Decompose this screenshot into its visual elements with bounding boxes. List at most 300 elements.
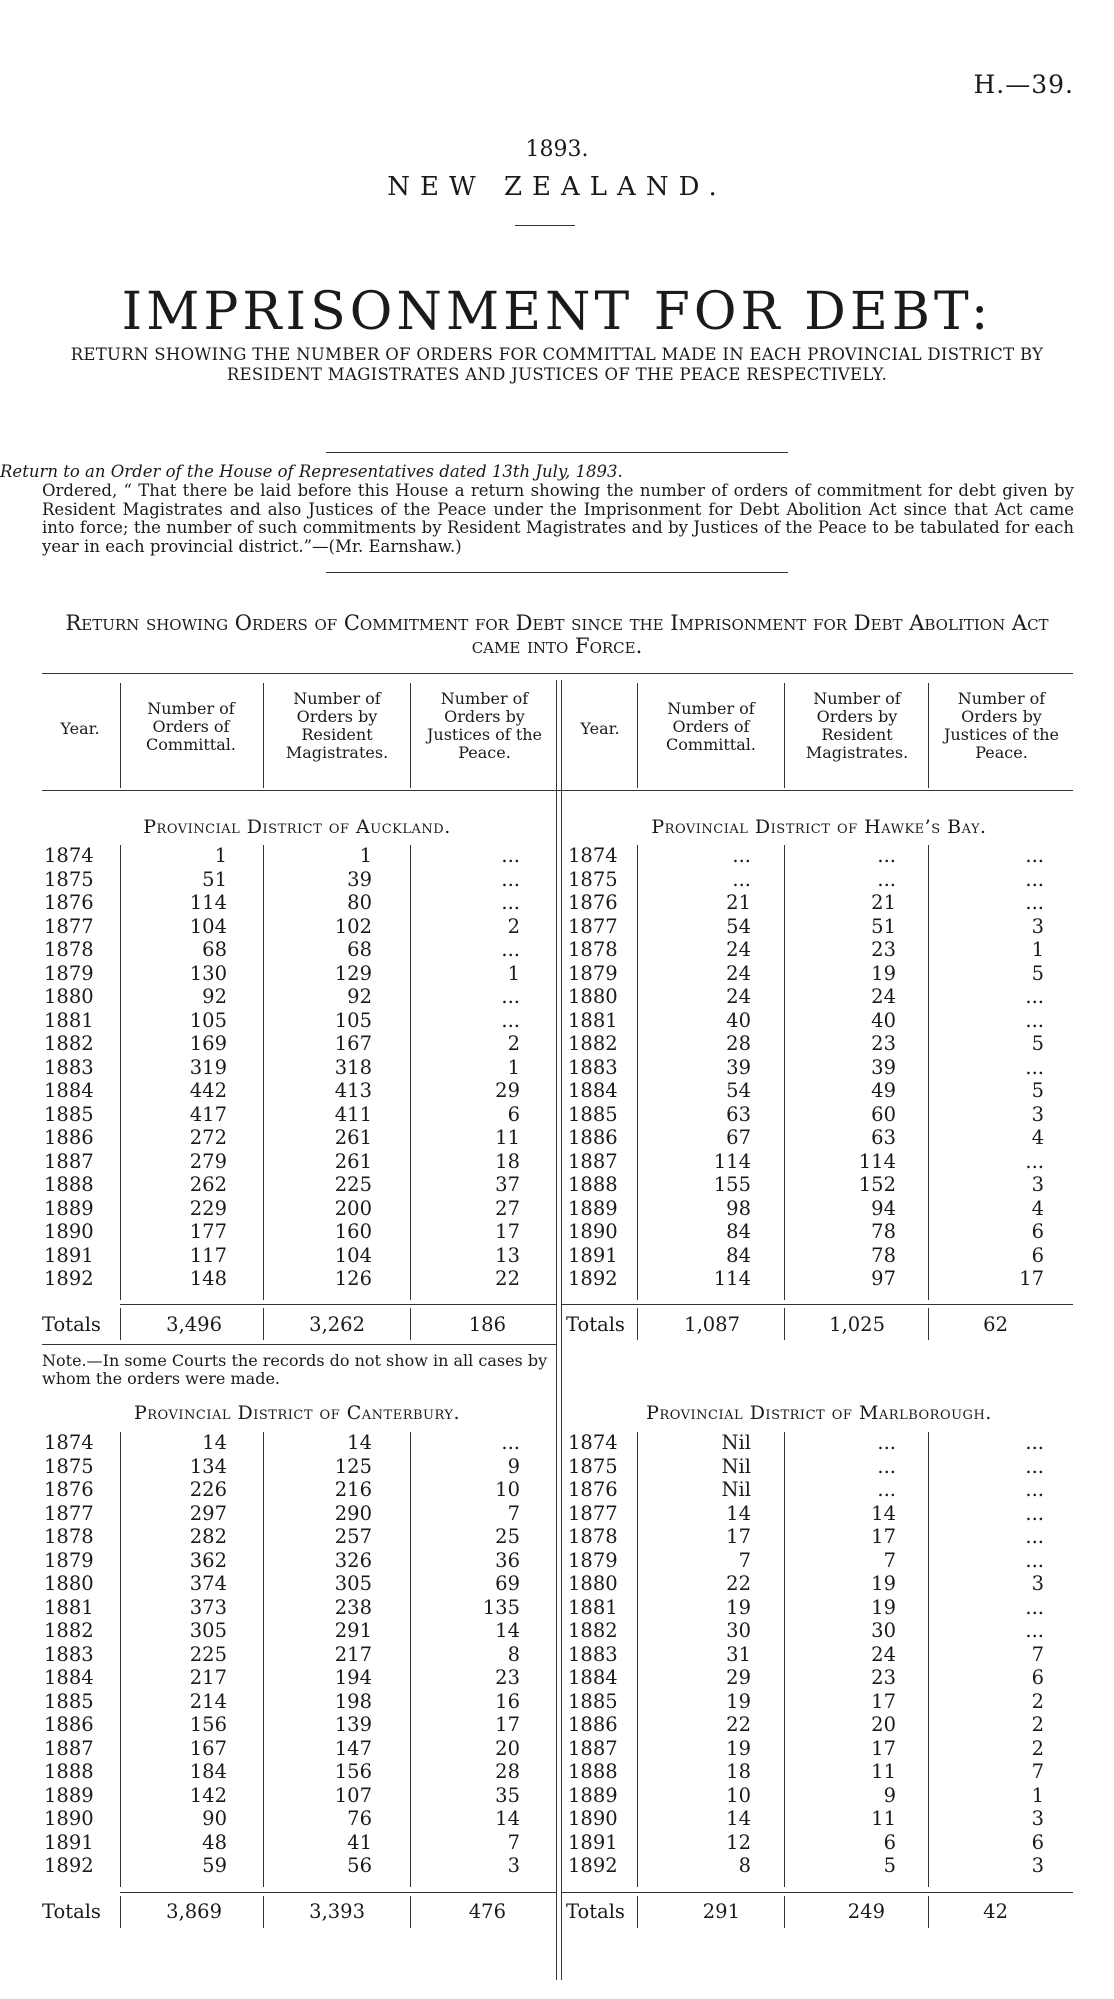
cell-committal: 21	[726, 891, 751, 914]
cell-committal: 169	[189, 1032, 227, 1055]
totals-rule	[120, 1304, 557, 1305]
cell-resident: 6	[883, 1830, 896, 1854]
cell-year: 1883	[568, 1055, 618, 1079]
cell-resident: 94	[871, 1196, 896, 1220]
cell-committal: 142	[189, 1783, 227, 1807]
cell-committal: 214	[189, 1689, 227, 1713]
table-row	[42, 1197, 528, 1221]
cell-year: 1884	[568, 1666, 618, 1689]
cell-resident: 139	[334, 1713, 372, 1736]
cell-justices: 2	[1031, 1736, 1044, 1760]
cell-resident: 125	[334, 1454, 372, 1478]
cell-year: 1892	[568, 1267, 618, 1290]
cell-justices: 11	[495, 1126, 520, 1149]
cell-year: 1877	[44, 1501, 94, 1525]
cell-committal: 18	[726, 1760, 751, 1783]
table-row	[42, 1244, 528, 1268]
cell-committal: 92	[202, 985, 227, 1008]
table-row	[566, 1713, 1052, 1737]
table-row	[42, 1737, 528, 1761]
cell-justices: 8	[507, 1642, 520, 1666]
cell-committal: 117	[189, 1243, 227, 1267]
cell-year: 1880	[568, 985, 618, 1008]
document-reference: H.—39.	[973, 70, 1074, 99]
cell-justices: 5	[1031, 1032, 1044, 1055]
cell-year: 1886	[44, 1713, 94, 1736]
hawkes-bay-table	[566, 844, 1052, 1291]
cell-committal: 54	[726, 1079, 751, 1102]
cell-committal: 167	[189, 1736, 227, 1760]
cell-resident: 198	[334, 1689, 372, 1713]
cell-justices: 1	[507, 961, 520, 985]
cell-year: 1878	[568, 938, 618, 961]
cell-year: 1889	[568, 1196, 618, 1220]
cell-justices: 25	[495, 1525, 520, 1548]
cell-committal: 7	[738, 1548, 751, 1572]
cell-year: 1877	[568, 914, 618, 938]
cell-committal: Nil	[721, 1431, 751, 1454]
cell-justices: 3	[1031, 1102, 1044, 1126]
cell-justices: ...	[501, 844, 520, 867]
cell-committal: 114	[713, 1149, 751, 1173]
cell-committal: 24	[726, 961, 751, 985]
column-rule	[410, 1896, 411, 1928]
totals-rule	[562, 1304, 1073, 1305]
totals-rule	[120, 1892, 557, 1893]
cell-year: 1878	[568, 1525, 618, 1548]
cell-justices: 36	[495, 1548, 520, 1572]
cell-justices: ...	[1025, 1431, 1044, 1454]
cell-justices: 23	[495, 1666, 520, 1689]
cell-committal: 442	[189, 1079, 227, 1102]
cell-year: 1890	[568, 1220, 618, 1243]
table-row	[42, 985, 528, 1009]
totals-resident: 249	[847, 1900, 885, 1923]
cell-justices: 1	[507, 1055, 520, 1079]
cell-resident: 68	[347, 938, 372, 961]
cell-justices: 7	[507, 1830, 520, 1854]
cell-year: 1885	[568, 1102, 618, 1126]
district-title-canterbury: Provincial District of Canterbury.	[133, 1402, 461, 1424]
cell-committal: 319	[189, 1055, 227, 1079]
column-rule	[928, 1308, 929, 1340]
totals-resident: 3,262	[309, 1313, 365, 1336]
cell-committal: 272	[189, 1126, 227, 1149]
table-row	[566, 1760, 1052, 1784]
cell-justices: 3	[1031, 1807, 1044, 1830]
cell-resident: 290	[334, 1501, 372, 1525]
table-row	[42, 1267, 528, 1291]
divider	[515, 225, 575, 226]
table-row	[566, 1619, 1052, 1643]
table-row	[42, 1690, 528, 1714]
table-row	[42, 1056, 528, 1080]
totals-rule	[562, 1892, 1073, 1893]
column-rule	[784, 845, 785, 1300]
table-row	[566, 985, 1052, 1009]
table-row	[42, 1596, 528, 1620]
cell-committal: 40	[726, 1008, 751, 1032]
cell-year: 1875	[568, 867, 618, 891]
order-title: Return to an Order of the House of Representatives dated 13th July, 1893.	[0, 462, 623, 481]
cell-resident: 78	[871, 1220, 896, 1243]
cell-year: 1877	[568, 1501, 618, 1525]
cell-committal: 262	[189, 1173, 227, 1196]
document-year: 1893.	[525, 137, 589, 162]
cell-year: 1887	[44, 1736, 94, 1760]
cell-year: 1886	[568, 1713, 618, 1736]
cell-justices: ...	[1025, 891, 1044, 914]
cell-year: 1876	[568, 1478, 618, 1501]
cell-resident: 160	[334, 1220, 372, 1243]
table-row	[566, 1079, 1052, 1103]
col-header-justices: Number of Orders by Justices of the Peace.	[426, 689, 543, 762]
cell-committal: 177	[189, 1220, 227, 1243]
table-row	[566, 1478, 1052, 1502]
cell-justices: ...	[501, 985, 520, 1008]
cell-justices: 7	[507, 1501, 520, 1525]
cell-resident: 14	[871, 1501, 896, 1525]
column-rule	[120, 845, 121, 1300]
auckland-table	[42, 844, 528, 1291]
cell-resident: 291	[334, 1619, 372, 1642]
cell-resident: 17	[871, 1736, 896, 1760]
table-row	[42, 915, 528, 939]
cell-committal: 48	[202, 1830, 227, 1854]
cell-justices: 7	[1031, 1642, 1044, 1666]
cell-year: 1879	[568, 961, 618, 985]
cell-committal: 114	[189, 891, 227, 914]
totals-justices: 186	[468, 1313, 506, 1336]
table-row	[42, 1619, 528, 1643]
table-row	[42, 1784, 528, 1808]
column-rule	[928, 683, 929, 788]
cell-justices: 6	[1031, 1220, 1044, 1243]
table-row	[566, 1056, 1052, 1080]
cell-year: 1885	[44, 1689, 94, 1713]
cell-justices: ...	[1025, 1619, 1044, 1642]
table-row	[566, 1267, 1052, 1291]
cell-justices: 17	[495, 1220, 520, 1243]
cell-year: 1882	[44, 1032, 94, 1055]
cell-year: 1876	[44, 891, 94, 914]
cell-justices: 3	[507, 1854, 520, 1877]
cell-resident: 78	[871, 1243, 896, 1267]
cell-resident: 326	[334, 1548, 372, 1572]
totals-resident: 3,393	[309, 1900, 365, 1923]
column-rule	[410, 1432, 411, 1887]
cell-year: 1882	[568, 1032, 618, 1055]
cell-year: 1876	[568, 891, 618, 914]
cell-committal: ...	[732, 867, 751, 891]
cell-year: 1875	[568, 1454, 618, 1478]
totals-label: Totals	[566, 1900, 625, 1923]
table-row	[566, 891, 1052, 915]
cell-year: 1892	[568, 1854, 618, 1877]
cell-committal: 17	[726, 1525, 751, 1548]
cell-committal: 104	[189, 914, 227, 938]
cell-resident: 1	[359, 844, 372, 867]
column-rule	[263, 1432, 264, 1887]
cell-committal: 105	[189, 1008, 227, 1032]
table-row	[42, 962, 528, 986]
cell-committal: 155	[713, 1173, 751, 1196]
cell-year: 1889	[44, 1196, 94, 1220]
cell-resident: 126	[334, 1267, 372, 1290]
cell-justices: ...	[501, 891, 520, 914]
cell-committal: 156	[189, 1713, 227, 1736]
table-row	[566, 1455, 1052, 1479]
country-heading: NEW ZEALAND.	[387, 172, 727, 202]
totals-committal: 3,869	[166, 1900, 222, 1923]
cell-committal: 10	[726, 1783, 751, 1807]
cell-year: 1874	[568, 1431, 618, 1454]
cell-committal: ...	[732, 844, 751, 867]
column-rule	[637, 1432, 638, 1887]
center-rule	[556, 680, 557, 1980]
column-rule	[928, 1896, 929, 1928]
cell-justices: 1	[1031, 938, 1044, 961]
column-rule	[120, 1896, 121, 1928]
cell-justices: 37	[495, 1173, 520, 1196]
table-row	[42, 1807, 528, 1831]
cell-justices: 6	[1031, 1830, 1044, 1854]
cell-year: 1874	[568, 844, 618, 867]
table-row	[566, 962, 1052, 986]
cell-year: 1881	[568, 1008, 618, 1032]
cell-justices: 3	[1031, 1572, 1044, 1595]
cell-resident: 129	[334, 961, 372, 985]
cell-year: 1891	[568, 1243, 618, 1267]
table-row	[566, 1173, 1052, 1197]
cell-resident: 39	[347, 867, 372, 891]
cell-resident: 305	[334, 1572, 372, 1595]
column-rule	[120, 1432, 121, 1887]
cell-resident: 19	[871, 961, 896, 985]
cell-year: 1883	[44, 1642, 94, 1666]
cell-committal: 19	[726, 1595, 751, 1619]
table-row	[566, 1831, 1052, 1855]
cell-resident: 318	[334, 1055, 372, 1079]
table-row	[42, 1079, 528, 1103]
cell-committal: 14	[726, 1807, 751, 1830]
col-header-justices: Number of Orders by Justices of the Peace.	[943, 689, 1060, 762]
cell-year: 1882	[44, 1619, 94, 1642]
cell-justices: ...	[1025, 867, 1044, 891]
page-title: IMPRISONMENT FOR DEBT:	[121, 282, 993, 342]
table-note: Note.—In some Courts the records do not show in all cases by whom the orders were made.	[42, 1351, 548, 1388]
cell-year: 1885	[568, 1689, 618, 1713]
cell-resident: 200	[334, 1196, 372, 1220]
table-row	[566, 1244, 1052, 1268]
cell-resident: 167	[334, 1032, 372, 1055]
cell-justices: 18	[495, 1149, 520, 1173]
table-row	[42, 1525, 528, 1549]
table-row	[42, 844, 528, 868]
cell-committal: 417	[189, 1102, 227, 1126]
table-row	[566, 1197, 1052, 1221]
cell-committal: 373	[189, 1595, 227, 1619]
cell-justices: ...	[1025, 1149, 1044, 1173]
cell-resident: 23	[871, 938, 896, 961]
column-rule	[120, 1308, 121, 1340]
cell-resident: 17	[871, 1689, 896, 1713]
cell-justices: 6	[1031, 1666, 1044, 1689]
cell-committal: 51	[202, 867, 227, 891]
divider	[326, 452, 788, 453]
column-rule	[784, 1308, 785, 1340]
table-row	[566, 1549, 1052, 1573]
cell-committal: 84	[726, 1243, 751, 1267]
table-row	[42, 1150, 528, 1174]
table-row	[566, 1643, 1052, 1667]
cell-resident: ...	[877, 867, 896, 891]
totals-resident: 1,025	[829, 1313, 885, 1336]
cell-resident: ...	[877, 1478, 896, 1501]
cell-year: 1890	[44, 1220, 94, 1243]
cell-justices: ...	[1025, 1055, 1044, 1079]
cell-resident: 261	[334, 1126, 372, 1149]
cell-committal: 22	[726, 1713, 751, 1736]
cell-resident: 147	[334, 1736, 372, 1760]
cell-committal: 279	[189, 1149, 227, 1173]
cell-year: 1884	[44, 1079, 94, 1102]
cell-justices: 13	[495, 1243, 520, 1267]
cell-year: 1891	[568, 1830, 618, 1854]
cell-committal: 14	[726, 1501, 751, 1525]
cell-resident: 19	[871, 1595, 896, 1619]
cell-resident: 14	[347, 1431, 372, 1454]
cell-year: 1887	[44, 1149, 94, 1173]
cell-resident: ...	[877, 844, 896, 867]
cell-committal: 24	[726, 938, 751, 961]
cell-justices: ...	[1025, 1008, 1044, 1032]
cell-year: 1888	[568, 1173, 618, 1196]
col-header-committal: Number of Orders of Committal.	[666, 699, 756, 754]
cell-resident: 217	[334, 1642, 372, 1666]
cell-year: 1879	[44, 961, 94, 985]
cell-justices: 69	[495, 1572, 520, 1595]
cell-justices: 28	[495, 1760, 520, 1783]
table-row	[42, 1760, 528, 1784]
cell-justices: 35	[495, 1783, 520, 1807]
district-title-marlborough: Provincial District of Marlborough.	[646, 1402, 992, 1424]
section-rule	[42, 1344, 557, 1345]
column-rule	[637, 1308, 638, 1340]
cell-justices: 7	[1031, 1760, 1044, 1783]
cell-committal: 1	[214, 844, 227, 867]
cell-resident: 63	[871, 1126, 896, 1149]
column-rule	[410, 845, 411, 1300]
cell-committal: 22	[726, 1572, 751, 1595]
cell-justices: 14	[495, 1807, 520, 1830]
cell-resident: 238	[334, 1595, 372, 1619]
cell-justices: 6	[1031, 1243, 1044, 1267]
return-title: Return showing Orders of Commitment for Debt since the Imprisonment for Debt Abolition Act came into Force.	[65, 611, 1049, 658]
table-row	[566, 1666, 1052, 1690]
cell-committal: 28	[726, 1032, 751, 1055]
column-rule	[263, 845, 264, 1300]
cell-resident: 23	[871, 1032, 896, 1055]
cell-resident: 24	[871, 985, 896, 1008]
cell-committal: 24	[726, 985, 751, 1008]
table-row	[566, 1807, 1052, 1831]
table-row	[566, 1103, 1052, 1127]
cell-committal: 19	[726, 1736, 751, 1760]
cell-committal: 114	[713, 1267, 751, 1290]
cell-committal: 59	[202, 1854, 227, 1877]
cell-justices: 4	[1031, 1196, 1044, 1220]
cell-justices: ...	[1025, 844, 1044, 867]
cell-year: 1878	[44, 938, 94, 961]
cell-justices: ...	[501, 1008, 520, 1032]
cell-year: 1881	[568, 1595, 618, 1619]
district-title-hawkes-bay: Provincial District of Hawke’s Bay.	[651, 816, 987, 838]
totals-label: Totals	[42, 1313, 101, 1336]
cell-committal: 374	[189, 1572, 227, 1595]
cell-justices: 27	[495, 1196, 520, 1220]
table-row	[42, 1831, 528, 1855]
cell-justices: 16	[495, 1689, 520, 1713]
cell-justices: ...	[501, 938, 520, 961]
col-header-year: Year.	[580, 719, 620, 738]
cell-resident: 11	[871, 1760, 896, 1783]
col-header-year: Year.	[60, 719, 100, 738]
cell-justices: ...	[1025, 1478, 1044, 1501]
cell-resident: 107	[334, 1783, 372, 1807]
table-row	[566, 1854, 1052, 1878]
col-header-committal: Number of Orders of Committal.	[146, 699, 236, 754]
cell-resident: 76	[347, 1807, 372, 1830]
cell-resident: 92	[347, 985, 372, 1008]
cell-year: 1887	[568, 1149, 618, 1173]
cell-committal: Nil	[721, 1478, 751, 1501]
cell-justices: ...	[1025, 1525, 1044, 1548]
column-rule	[263, 1896, 264, 1928]
cell-year: 1890	[44, 1807, 94, 1830]
cell-justices: 17	[1019, 1267, 1044, 1290]
cell-committal: 12	[726, 1830, 751, 1854]
table-row	[566, 1596, 1052, 1620]
table-row	[42, 1572, 528, 1596]
table-row	[42, 1455, 528, 1479]
col-header-resident: Number of Orders by Resident Magistrates.	[805, 689, 909, 762]
table-row	[566, 1690, 1052, 1714]
cell-committal: 225	[189, 1642, 227, 1666]
cell-committal: 297	[189, 1501, 227, 1525]
table-row	[566, 1220, 1052, 1244]
cell-committal: 39	[726, 1055, 751, 1079]
cell-resident: 9	[883, 1783, 896, 1807]
cell-resident: 261	[334, 1149, 372, 1173]
cell-resident: 411	[334, 1102, 372, 1126]
cell-year: 1874	[44, 1431, 94, 1454]
table-row	[566, 868, 1052, 892]
cell-resident: 17	[871, 1525, 896, 1548]
column-rule	[637, 683, 638, 788]
table-row	[42, 1032, 528, 1056]
cell-year: 1881	[44, 1008, 94, 1032]
cell-year: 1888	[568, 1760, 618, 1783]
column-rule	[784, 1432, 785, 1887]
cell-committal: 30	[726, 1619, 751, 1642]
cell-year: 1883	[44, 1055, 94, 1079]
cell-justices: 29	[495, 1079, 520, 1102]
column-rule	[410, 683, 411, 788]
cell-year: 1883	[568, 1642, 618, 1666]
cell-resident: 60	[871, 1102, 896, 1126]
cell-year: 1882	[568, 1619, 618, 1642]
